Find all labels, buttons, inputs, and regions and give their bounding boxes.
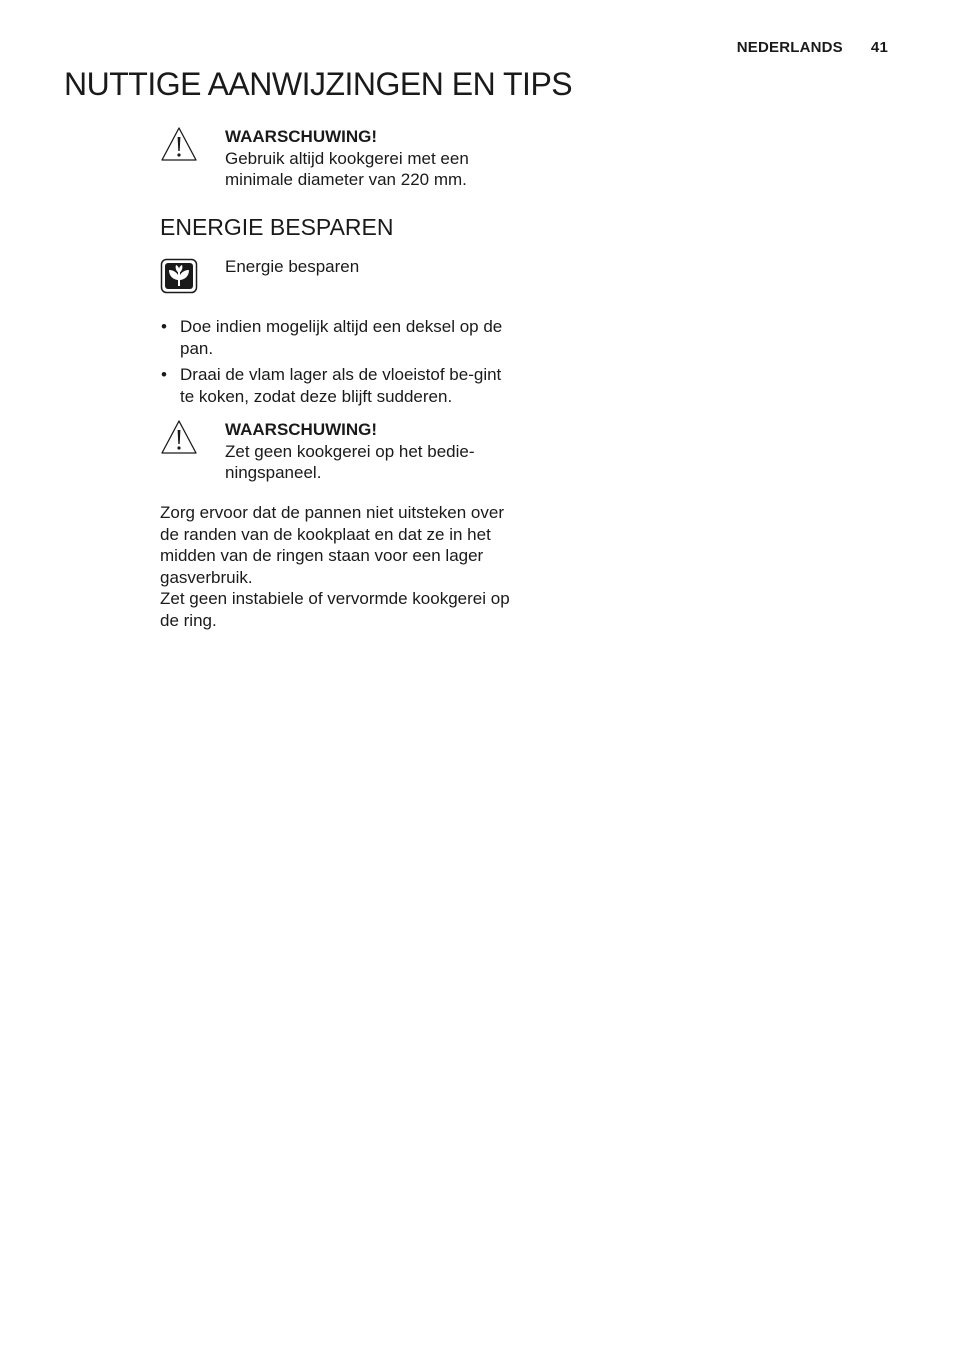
warning-2-text: Zet geen kookgerei op het bedie-ningspaneel.: [225, 441, 475, 482]
body-paragraph-1: Zorg ervoor dat de pannen niet uitsteken over de randen van de kookplaat en dat ze in het midden van de ringen staan voor een lager gasverbruik.: [160, 503, 504, 587]
body-text: [160, 502, 520, 631]
list-item: • Doe indien mogelijk altijd een deksel op de pan.: [160, 316, 520, 359]
warning-1-text: Gebruik altijd kookgerei met een minimale diameter van 220 mm.: [225, 148, 469, 189]
page-title: NUTTIGE AANWIJZINGEN EN TIPS: [64, 66, 573, 102]
warning-triangle-icon: [160, 126, 198, 162]
warning-1-title: WAARSCHUWING!: [225, 127, 378, 146]
body-paragraph-2: Zet geen instabiele of vervormde kookgerei op de ring.: [160, 589, 510, 630]
warning-triangle-icon: [160, 419, 198, 455]
warning-2-title: WAARSCHUWING!: [225, 420, 378, 439]
list-item: • Draai de vlam lager als de vloeistof be-gint te koken, zodat deze blijft sudderen.: [160, 364, 520, 407]
page-number: 41: [870, 39, 888, 56]
header-language: NEDERLANDS: [736, 39, 843, 56]
eco-leaf-icon: [160, 258, 198, 294]
warning-block-1: [160, 126, 520, 191]
page-header: [737, 39, 888, 56]
eco-label: Energie besparen: [225, 257, 360, 276]
warning-block-2: [160, 419, 520, 484]
energy-tips-list: [160, 316, 520, 412]
eco-info-block: [160, 256, 359, 278]
energy-section-heading: ENERGIE BESPAREN: [160, 214, 394, 240]
